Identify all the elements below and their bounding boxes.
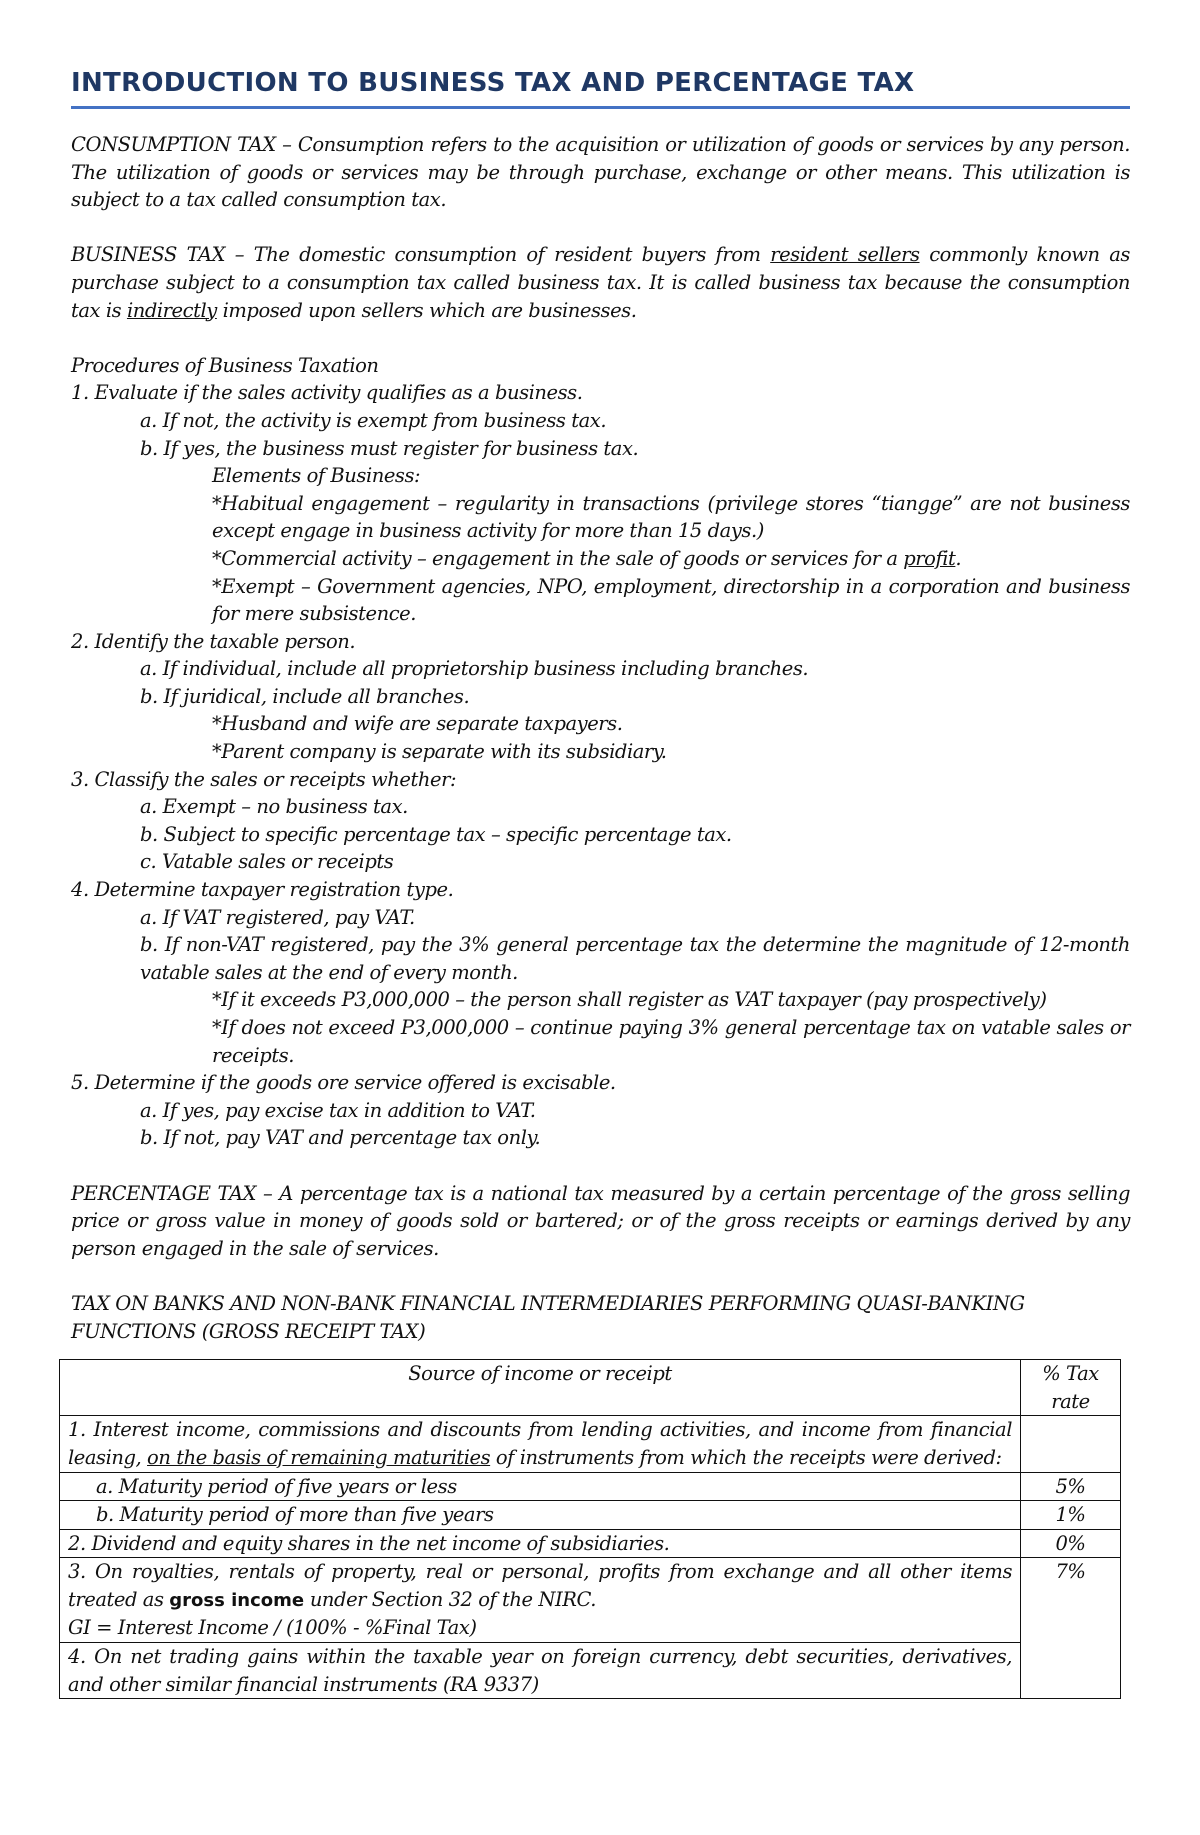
row-rate: [1021, 1416, 1121, 1472]
row-source: 2. Dividend and equity shares in the net income of subsidiaries.: [60, 1529, 1021, 1558]
procedure-note: *Exempt – Government agencies, NPO, employment, directorship in a corporation and business for mere subsistence.: [212, 574, 1130, 626]
procedure-note: *If it exceeds P3,000,000 – the person shall register as VAT taxpayer (pay prospectively): [212, 988, 1047, 1012]
underlined-text: profit: [903, 546, 956, 570]
procedure-substep: a. If VAT registered, pay VAT.: [140, 905, 415, 929]
table-row: [60, 1472, 1121, 1501]
procedure-step: 2. Identify the taxable person.: [71, 629, 356, 653]
row-rate: 5%: [1021, 1472, 1121, 1501]
row-source: 3. On royalties, rentals of property, real or personal, profits from exchange and all other items treated as gross income under Section 32 of the NIRC. GI = Interest Income / (100% - %Final Tax): [60, 1558, 1021, 1643]
formula: GI = Interest Income / (100% - %Final Tax): [68, 1616, 477, 1640]
table-row: [60, 1416, 1121, 1472]
table-header-row: [60, 1360, 1121, 1416]
procedure-step: 4. Determine taxpayer registration type.: [71, 878, 454, 902]
document-body: [68, 131, 1130, 1699]
bold-text: gross income: [169, 1589, 305, 1611]
procedure-step: 1. Evaluate if the sales activity qualifies as a business.: [71, 381, 583, 405]
underlined-text: indirectly: [126, 298, 217, 322]
procedure-substep: b. Subject to specific percentage tax – specific percentage tax.: [140, 822, 732, 846]
procedures-section: [71, 352, 1130, 1152]
consumption-tax-paragraph: CONSUMPTION TAX – Consumption refers to the acquisition or utilization of goods or services by any person. The utilization of goods or services may be through purchase, exchange or other means. This utilization is subject to a tax called consumption tax.: [71, 133, 1130, 212]
elements-heading: Elements of Business:: [212, 464, 421, 488]
procedure-note: *If does not exceed P3,000,000 – continue paying 3% general percentage tax on vatable sales or receipts.: [212, 1016, 1130, 1067]
procedure-step: 5. Determine if the goods ore service offered is excisable.: [71, 1071, 616, 1095]
business-tax-paragraph: BUSINESS TAX – The domestic consumption of resident buyers from resident sellers commonly known as purchase subject to a consumption tax called business tax. It is called business tax because the consumption tax is indirectly imposed upon sellers which are businesses.: [71, 243, 1130, 322]
percentage-tax-paragraph: PERCENTAGE TAX – A percentage tax is a national tax measured by a certain percentage of the gross selling price or gross value in money of goods sold or bartered; or of the gross receipts or earnings derived by any person engaged in the sale of services.: [71, 1181, 1130, 1260]
row-rate: 1%: [1021, 1501, 1121, 1530]
row-rate: 0%: [1021, 1529, 1121, 1558]
row-source: 4. On net trading gains within the taxable year on foreign currency, debt securities, derivatives, and other similar financial instruments (RA 9337): [60, 1643, 1021, 1699]
banks-heading: TAX ON BANKS AND NON-BANK FINANCIAL INTERMEDIARIES PERFORMING QUASI-BANKING FUNCTIONS (GROSS RECEIPT TAX): [71, 1291, 1025, 1343]
row-source: b. Maturity period of more than five years: [60, 1501, 1021, 1530]
procedure-substep: c. Vatable sales or receipts: [140, 850, 394, 874]
procedure-note: *Parent company is separate with its subsidiary.: [212, 740, 667, 764]
row-rate: 7%: [1021, 1558, 1121, 1699]
page-title: INTRODUCTION TO BUSINESS TAX AND PERCENTAGE TAX: [71, 68, 1130, 109]
table-row: [60, 1643, 1121, 1699]
procedure-note: *Habitual engagement – regularity in transactions (privilege stores “tiangge” are not business except engage in business activity for more than 15 days.): [212, 491, 1130, 543]
procedure-substep: a. If yes, pay excise tax in addition to VAT.: [140, 1098, 536, 1122]
table-row: [60, 1501, 1121, 1530]
tax-rate-table: [59, 1359, 1121, 1699]
procedure-substep: b. If non-VAT registered, pay the 3% general percentage tax the determine the magnitude of 12-month vatable sales at the end of every month.: [140, 933, 1130, 984]
table-row: [60, 1558, 1121, 1643]
procedure-substep: b. If juridical, include all branches.: [140, 684, 470, 708]
procedure-substep: b. If not, pay VAT and percentage tax only.: [140, 1126, 541, 1150]
procedure-note: *Commercial activity – engagement in the sale of goods or services for a profit.: [212, 546, 962, 570]
header-rate: % Tax rate: [1021, 1360, 1121, 1416]
procedures-heading: Procedures of Business Taxation: [71, 353, 379, 377]
procedure-note: *Husband and wife are separate taxpayers.: [212, 712, 623, 736]
row-source: 1. Interest income, commissions and discounts from lending activities, and income from financial leasing, on the basis of remaining maturities of instruments from which the receipts were derived:: [60, 1416, 1021, 1472]
procedure-step: 3. Classify the sales or receipts whether:: [71, 767, 457, 791]
header-source: Source of income or receipt: [60, 1360, 1021, 1416]
underlined-text: resident sellers: [770, 243, 920, 267]
procedure-substep: a. If not, the activity is exempt from business tax.: [140, 408, 607, 432]
table-row: [60, 1529, 1121, 1558]
row-source: a. Maturity period of five years or less: [60, 1472, 1021, 1501]
procedure-substep: a. If individual, include all proprietorship business including branches.: [140, 657, 809, 681]
procedure-substep: b. If yes, the business must register for business tax.: [140, 436, 639, 460]
underlined-text: on the basis of remaining maturities: [147, 1445, 491, 1469]
procedure-substep: a. Exempt – no business tax.: [140, 795, 408, 819]
